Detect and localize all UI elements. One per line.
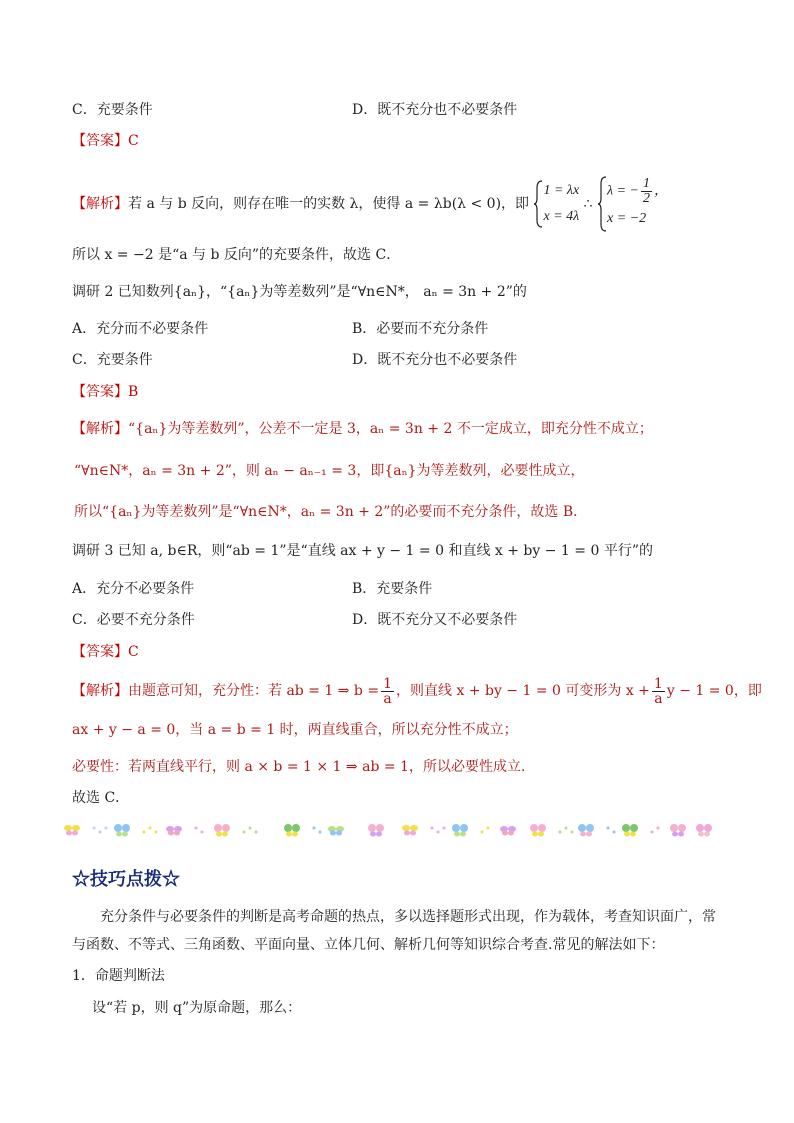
analysis-label: 【解析】 (72, 196, 128, 212)
butterfly-icon (64, 825, 80, 836)
q2-analysis-line1: 【解析】“{aₙ}为等差数列”，公差不一定是 3，aₙ = 3n + 2 不一定成立，即充分性不成立； (72, 421, 653, 437)
butterfly-icon (696, 824, 712, 837)
analysis-label: 【解析】 (72, 683, 128, 699)
answer-label: 【答案】 (72, 384, 128, 400)
q1-option-d: D．既不充分也不必要条件 (352, 102, 518, 118)
q3-option-b: B．充要条件 (352, 581, 433, 597)
answer-label: 【答案】 (72, 133, 128, 149)
system2-line1: λ = − $\frac{1}{2}$ ， (607, 175, 669, 206)
q2-answer (72, 383, 138, 401)
butterfly-icon (328, 826, 344, 836)
answer-value: B (128, 384, 139, 400)
system1-line2: x = 4λ (543, 209, 580, 224)
q3-option-c: C．必要不充分条件 (72, 612, 195, 628)
butterfly-icon (368, 824, 384, 837)
section-paragraph: 充分条件与必要条件的判断是高考命题的热点，多以选择题形式出现，作为载体，考查知识面广，常与函数、不等式、三角函数、平面向量、立体几何、解析几何等知识综合考查.常见的解法如下： (72, 909, 716, 953)
decorative-divider (64, 820, 714, 840)
section-heading: ☆技巧点拨☆ (72, 869, 180, 890)
q3-analysis-line3: 必要性：若两直线平行，则 a × b = 1 × 1 ⇒ ab = 1，所以必要性成立． (72, 759, 535, 775)
q3-answer (72, 643, 139, 661)
q2-option-c: C．充要条件 (72, 352, 153, 368)
q3-option-a: A．充分不必要条件 (72, 581, 195, 597)
answer-value: C (128, 644, 139, 660)
q3-analysis-line2: ax + y − a = 0，当 a = b = 1 时，两直线重合，所以充分性不成立； (72, 722, 518, 738)
q2-analysis-line2: “∀n∈N*，aₙ = 3n + 2”，则 aₙ − aₙ₋₁ = 3，即{aₙ}为等差数列，必要性成立， (74, 463, 585, 479)
butterfly-icon (402, 825, 418, 836)
q3-option-d: D．既不充分又不必要条件 (352, 612, 518, 628)
butterfly-icon (578, 824, 594, 837)
butterfly-icon (622, 824, 638, 837)
q3-analysis-line4: 故选 C． (72, 790, 130, 806)
q2-option-d: D．既不充分也不必要条件 (352, 352, 518, 368)
q1-conclusion: 所以 x = −2 是“a 与 b 反向”的充要条件，故选 C． (72, 247, 401, 263)
left-brace-icon (533, 180, 543, 228)
butterfly-icon (284, 824, 300, 837)
butterfly-icon (500, 826, 516, 836)
analysis-text: 若 a 与 b 反向，则存在唯一的实数 λ，使得 a = λb(λ < 0)，即 (128, 196, 530, 212)
butterfly-icon (530, 824, 546, 837)
equation-system-2 (597, 176, 668, 232)
analysis-label: 【解析】 (72, 421, 128, 437)
equation-system-1 (533, 178, 579, 230)
q1-answer (72, 132, 139, 150)
butterfly-icon (452, 824, 468, 837)
answer-label: 【答案】 (72, 644, 128, 660)
therefore-symbol: ∴ (583, 196, 593, 212)
system2-line2: x = −2 (607, 210, 647, 226)
q1-analysis (72, 176, 668, 232)
q2-stem: 调研 2 已知数列{aₙ}，“{aₙ}为等差数列”是“∀n∈N*， aₙ = 3n + 2”的 (72, 284, 527, 300)
system1-line1: 1 = λx (543, 183, 580, 198)
q2-analysis-line3: 所以“{aₙ}为等差数列”是“∀n∈N*，aₙ = 3n + 2”的必要而不充分条件，故选 B． (74, 504, 588, 520)
q1-option-c: C．充要条件 (72, 102, 153, 118)
q3-analysis-line1: 【解析】由题意可知，充分性：若 ab = 1 ⇒ b = $\frac{1}{a}$ ，则直线 x + by − 1 = 0 可变形为 x + $\frac{1}{a}$ y − 1 = 0，即 (72, 675, 762, 707)
method-item-1-text: 设“若 p，则 q”为原命题，那么： (92, 1000, 302, 1016)
left-brace-icon (597, 176, 607, 232)
answer-value: C (128, 133, 139, 149)
butterfly-icon (114, 824, 130, 837)
butterfly-icon (166, 826, 182, 836)
q3-stem: 调研 3 已知 a, b∈R，则“ab = 1”是“直线 ax + y − 1 = 0 和直线 x + by − 1 = 0 平行”的 (72, 543, 653, 559)
method-item-1: 1．命题判断法 (72, 968, 165, 984)
butterfly-icon (670, 824, 686, 837)
q2-option-b: B．必要而不充分条件 (352, 321, 489, 337)
butterfly-icon (214, 824, 230, 837)
q2-option-a: A．充分而不必要条件 (72, 321, 209, 337)
